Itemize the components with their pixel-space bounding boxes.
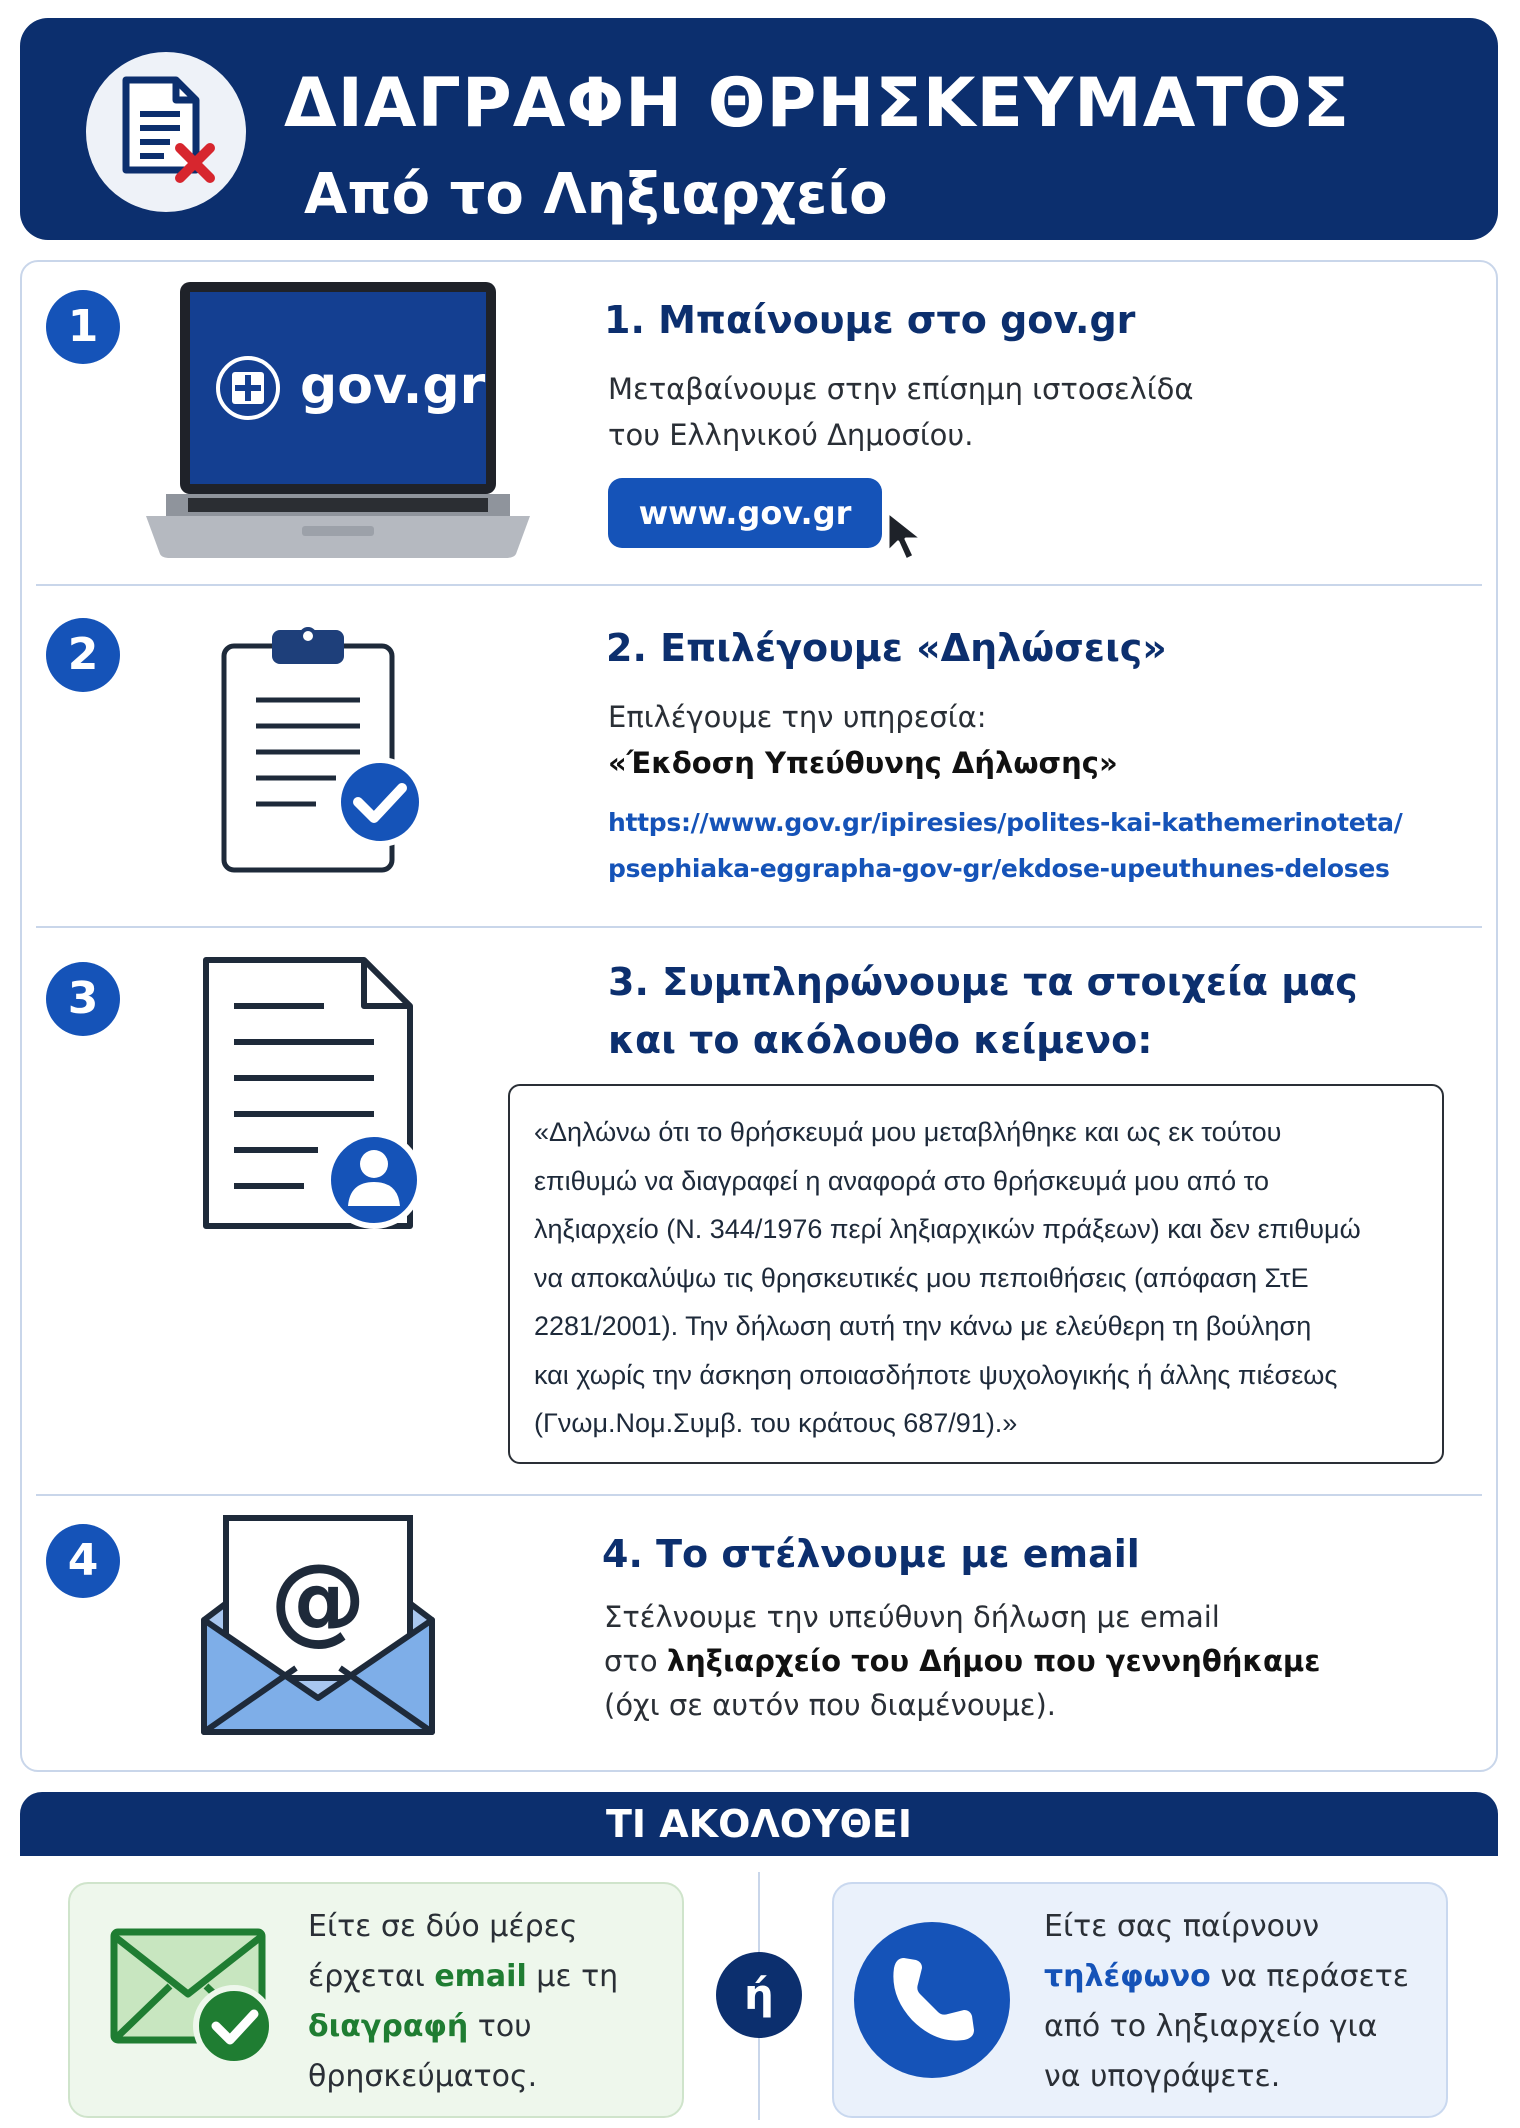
step-2-link-line-1[interactable]: https://www.gov.gr/ipiresies/polites-kai-kathemerinoteta/ [608, 808, 1403, 837]
phone-outcome-card [832, 1882, 1448, 2118]
step-4-line-2-prefix: στο [604, 1644, 667, 1678]
document-delete-icon [108, 70, 228, 194]
email-outcome-line-2-suffix: με τη [526, 1959, 619, 1994]
email-outcome-word-email: email [434, 1959, 527, 1994]
email-outcome-line-1: Είτε σε δύο μέρες [308, 1909, 578, 1944]
step-1-text-line-1: Μεταβαίνουμε στην επίσημη ιστοσελίδα [608, 372, 1194, 406]
declaration-text-box [508, 1084, 1444, 1464]
mouse-cursor-icon [884, 508, 930, 564]
declaration-line: ληξιαρχείο (Ν. 344/1976 περί ληξιαρχικών πράξεων) και δεν επιθυμώ [534, 1214, 1361, 1244]
step-3-title-line-1: 3. Συμπληρώνουμε τα στοιχεία μας [608, 960, 1358, 1004]
header-icon-circle [86, 52, 246, 212]
email-outcome-line-3-suffix: του [468, 2009, 532, 2044]
envelope-at-icon [196, 1510, 440, 1740]
declaration-line: (Γνωμ.Νομ.Συμβ. του κράτους 687/91).» [534, 1408, 1018, 1438]
step-divider-1 [36, 584, 1482, 586]
envelope-check-icon [108, 1922, 280, 2072]
step-4-text-line-2 [604, 1638, 1320, 1684]
step-2-text: Επιλέγουμε την υπηρεσία: [608, 700, 987, 734]
svg-text:@: @ [270, 1543, 366, 1655]
email-outcome-line-3 [308, 2002, 532, 2052]
laptop-screen-logo: gov.gr [300, 356, 486, 416]
phone-icon [852, 1920, 1012, 2080]
follow-title: ΤΙ ΑΚΟΛΟΥΘΕΙ [605, 1802, 913, 1846]
phone-outcome-line-2 [1044, 1952, 1409, 2002]
step-3-number: 3 [46, 962, 120, 1036]
declaration-line: και χωρίς την άσκηση οποιασδήποτε ψυχολογικής ή άλλης πιέσεως [534, 1359, 1338, 1390]
step-2-service-name: «Έκδοση Υπεύθυνης Δήλωσης» [608, 746, 1118, 780]
email-outcome-card [68, 1882, 684, 2118]
step-1-text-line-2: του Ελληνικού Δημοσίου. [608, 418, 974, 452]
phone-outcome-word-phone: τηλέφωνο [1044, 1959, 1211, 1994]
step-1-number: 1 [46, 290, 120, 364]
step-4-title: 4. Το στέλνουμε με email [602, 1532, 1140, 1576]
header-banner [20, 18, 1498, 240]
phone-outcome-line-4: να υπογράψετε. [1044, 2059, 1281, 2094]
email-outcome-line-2-prefix: έρχεται [308, 1959, 435, 1994]
step-2-link-line-2[interactable]: psephiaka-eggrapha-gov-gr/ekdose-upeuthunes-deloses [608, 854, 1390, 883]
document-user-icon [198, 954, 422, 1236]
step-divider-3 [36, 1494, 1482, 1496]
clipboard-check-icon [216, 620, 422, 874]
step-2-title: 2. Επιλέγουμε «Δηλώσεις» [606, 626, 1167, 670]
declaration-line: επιθυμώ να διαγραφεί η αναφορά στο θρήσκευμά μου από το [534, 1165, 1269, 1196]
step-divider-2 [36, 926, 1482, 928]
phone-outcome-line-1: Είτε σας παίρνουν [1044, 1909, 1320, 1944]
step-4-number: 4 [46, 1524, 120, 1598]
declaration-line: «Δηλώνω ότι το θρήσκευμά μου μεταβλήθηκε και ως εκ τούτου [534, 1117, 1282, 1147]
gov-gr-link-button[interactable]: www.gov.gr [608, 478, 882, 548]
email-outcome-line-2 [308, 1952, 618, 2002]
or-label: ή [716, 1952, 802, 2038]
follow-header-bar [20, 1792, 1498, 1856]
laptop-icon [146, 280, 530, 560]
phone-outcome-line-3: από το ληξιαρχείο για [1044, 2009, 1378, 2044]
step-3-title-line-2: και το ακόλουθο κείμενο: [608, 1018, 1153, 1062]
declaration-line: 2281/2001). Την δήλωση αυτή την κάνω με ελεύθερη τη βούληση [534, 1311, 1312, 1341]
step-4-text-line-3: (όχι σε αυτόν που διαμένουμε). [604, 1688, 1057, 1722]
step-4-text-line-1: Στέλνουμε την υπεύθυνη δήλωση με email [604, 1600, 1220, 1634]
declaration-line: να αποκαλύψω τις θρησκευτικές μου πεποιθήσεις (απόφαση ΣτΕ [534, 1262, 1309, 1293]
page-subtitle: Από το Ληξιαρχείο [304, 162, 888, 227]
email-outcome-word-deletion: διαγραφή [308, 2009, 469, 2044]
step-2-number: 2 [46, 618, 120, 692]
step-1-title: 1. Μπαίνουμε στο gov.gr [604, 298, 1136, 342]
page-title: ΔΙΑΓΡΑΦΗ ΘΡΗΣΚΕΥΜΑΤΟΣ [284, 64, 1351, 143]
phone-outcome-line-2-suffix: να περάσετε [1210, 1959, 1409, 1994]
step-4-line-2-bold: ληξιαρχείο του Δήμου που γεννηθήκαμε [666, 1644, 1321, 1678]
email-outcome-line-4: θρησκεύματος. [308, 2059, 538, 2094]
